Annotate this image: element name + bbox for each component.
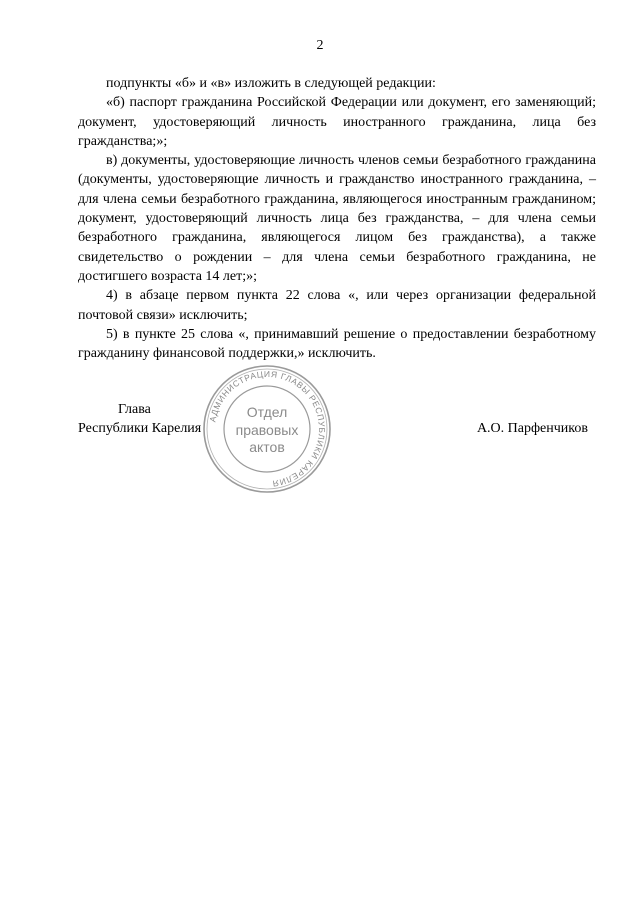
stamp-seal-icon xyxy=(201,363,333,495)
paragraph-intro: подпункты «б» и «в» изложить в следующей редакции: xyxy=(106,76,436,91)
signature-block xyxy=(78,400,596,480)
paragraph-subitem-v: в) документы, удостоверяющие личность членов семьи безработного гражданина (документы, удостоверяющие личность и гражданство иностранного гражданина, – для члена семьи безработного гражданина, являющегося иностранным гражданином; документ, удостоверяющий личность лица без гражданства, – для члена семьи безработного гражданина, являющегося лицом без гражданства), а также свидетельство о рождении – для члена семьи безработного гражданина, не достигшего возраста 14 лет;»; xyxy=(78,153,596,284)
official-stamp xyxy=(201,363,333,495)
signatory-title-line2: Республики Карелия xyxy=(78,421,202,436)
paragraph-subitem-b: «б) паспорт гражданина Российской Федерации или документ, его заменяющий; документ, удостоверяющий личность иностранного гражданина, лица без гражданства;»; xyxy=(78,95,596,149)
stamp-center-line1: Отдел xyxy=(246,404,288,420)
signatory-title-line1: Глава xyxy=(118,402,151,417)
signatory-name: А.О. Парфенчиков xyxy=(476,421,588,436)
stamp-center-line3: актов xyxy=(249,439,285,455)
paragraph-item-5: 5) в пункте 25 слова «, принимавший решение о предоставлении безработному гражданину финансовой поддержки,» исключить. xyxy=(78,326,596,362)
stamp-ring-text: АДМИНИСТРАЦИЯ ГЛАВЫ РЕСПУБЛИКИ КАРЕЛИЯ xyxy=(207,368,328,489)
stamp-center-line2: правовых xyxy=(235,422,299,438)
document-body xyxy=(78,74,596,363)
page-number: 2 xyxy=(316,38,324,53)
paragraph-item-4: 4) в абзаце первом пункта 22 слова «, или через организации федеральной почтовой связи» исключить; xyxy=(78,288,596,323)
